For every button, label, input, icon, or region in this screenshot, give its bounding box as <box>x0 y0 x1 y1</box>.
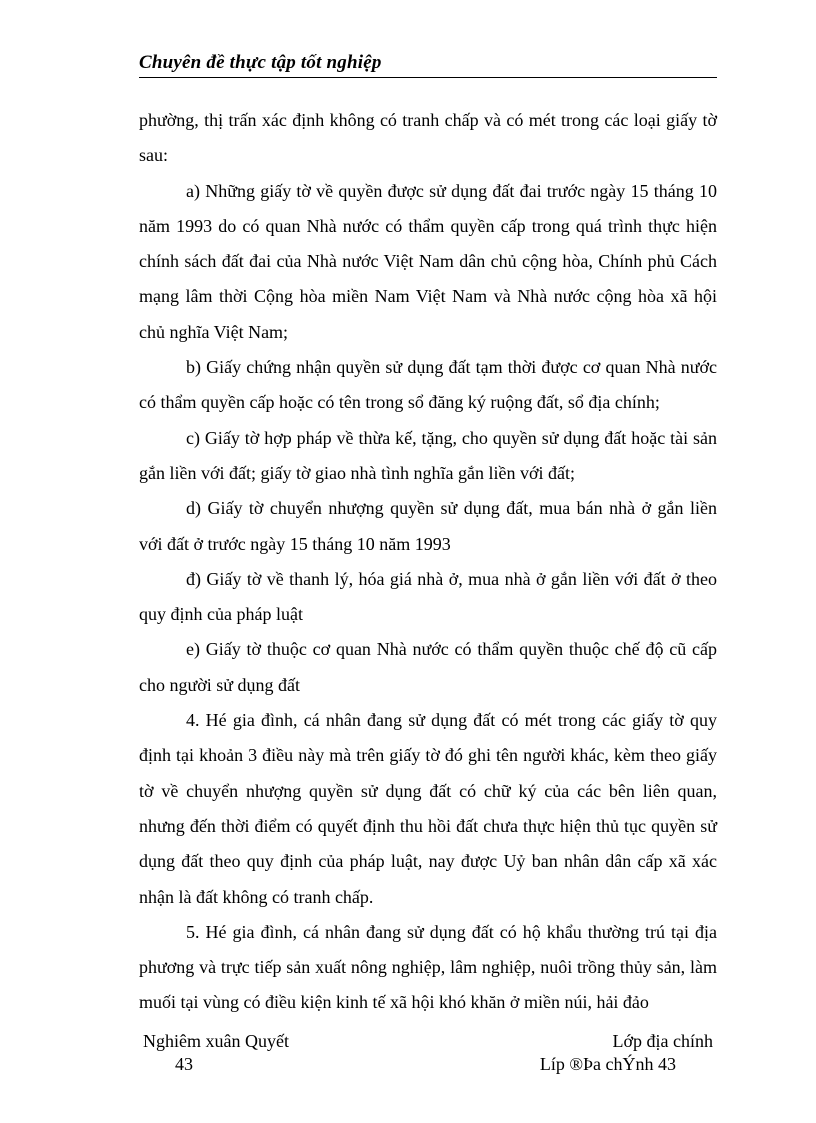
paragraph-item-a: a) Những giấy tờ về quyền được sử dụng đất đai trước ngày 15 tháng 10 năm 1993 do có quan Nhà nước có thẩm quyền cấp trong quá trình thực hiện chính sách đất đai của Nhà nước Việt Nam dân chủ cộng hòa, Chính phủ Cách mạng lâm thời Cộng hòa miền Nam Việt Nam và Nhà nước cộng hòa xã hội chủ nghĩa Việt Nam; <box>139 180 717 342</box>
paragraph-continuation: phường, thị trấn xác định không có tranh chấp và có mét trong các loại giấy tờ sau: <box>139 110 717 166</box>
paragraph-item-c: c) Giấy tờ hợp pháp về thừa kế, tặng, cho quyền sử dụng đất hoặc tài sản gắn liền với đất; giấy tờ giao nhà tình nghĩa gắn liền với đất; <box>139 427 717 483</box>
footer-class-name: Lớp địa chính <box>612 1031 713 1051</box>
header-title: Chuyên đề thực tập tốt nghiệp <box>139 52 382 73</box>
paragraph-item-e: e) Giấy tờ thuộc cơ quan Nhà nước có thẩm quyền thuộc chế độ cũ cấp cho người sử dụng đất <box>139 639 717 695</box>
paragraph-item-d: d) Giấy tờ chuyển nhượng quyền sử dụng đất, mua bán nhà ở gắn liền với đất ở trước ngày 15 tháng 10 năm 1993 <box>139 498 717 554</box>
footer-class-name-encoded: Líp ®Þa chÝnh 43 <box>539 1054 676 1074</box>
paragraph-item-b: b) Giấy chứng nhận quyền sử dụng đất tạm thời được cơ quan Nhà nước có thẩm quyền cấp hoặc có tên trong sổ đăng ký ruộng đất, sổ địa chính; <box>139 357 717 413</box>
paragraph-clause-4: 4. Hé gia đình, cá nhân đang sử dụng đất có mét trong các giấy tờ quy định tại khoản 3 điều này mà trên giấy tờ đó ghi tên người khác, kèm theo giấy tờ về chuyển nhượng quyền sử dụng đất có chữ ký của các bên liên quan, nhưng đến thời điểm có quyết định thu hồi đất chưa thực hiện thủ tục quyền sử dụng đất theo quy định của pháp luật, nay được Uỷ ban nhân dân cấp xã xác nhận là đất không có tranh chấp. <box>139 710 717 907</box>
paragraph-item-dd: đ) Giấy tờ về thanh lý, hóa giá nhà ở, mua nhà ở gắn liền với đất ở theo quy định của pháp luật <box>139 568 717 625</box>
footer-author: Nghiêm xuân Quyết <box>143 1031 289 1051</box>
footer-page-number: 43 <box>175 1054 193 1074</box>
page-footer <box>143 1030 717 1080</box>
paragraph-clause-5: 5. Hé gia đình, cá nhân đang sử dụng đất có hộ khẩu thường trú tại địa phương và trực tiếp sản xuất nông nghiệp, lâm nghiệp, nuôi trồng thủy sản, làm muối tại vùng có điều kiện kinh tế xã hội khó khăn ở miền núi, hải đảo <box>139 921 717 1013</box>
page-header <box>139 51 717 78</box>
document-body <box>139 103 717 1021</box>
